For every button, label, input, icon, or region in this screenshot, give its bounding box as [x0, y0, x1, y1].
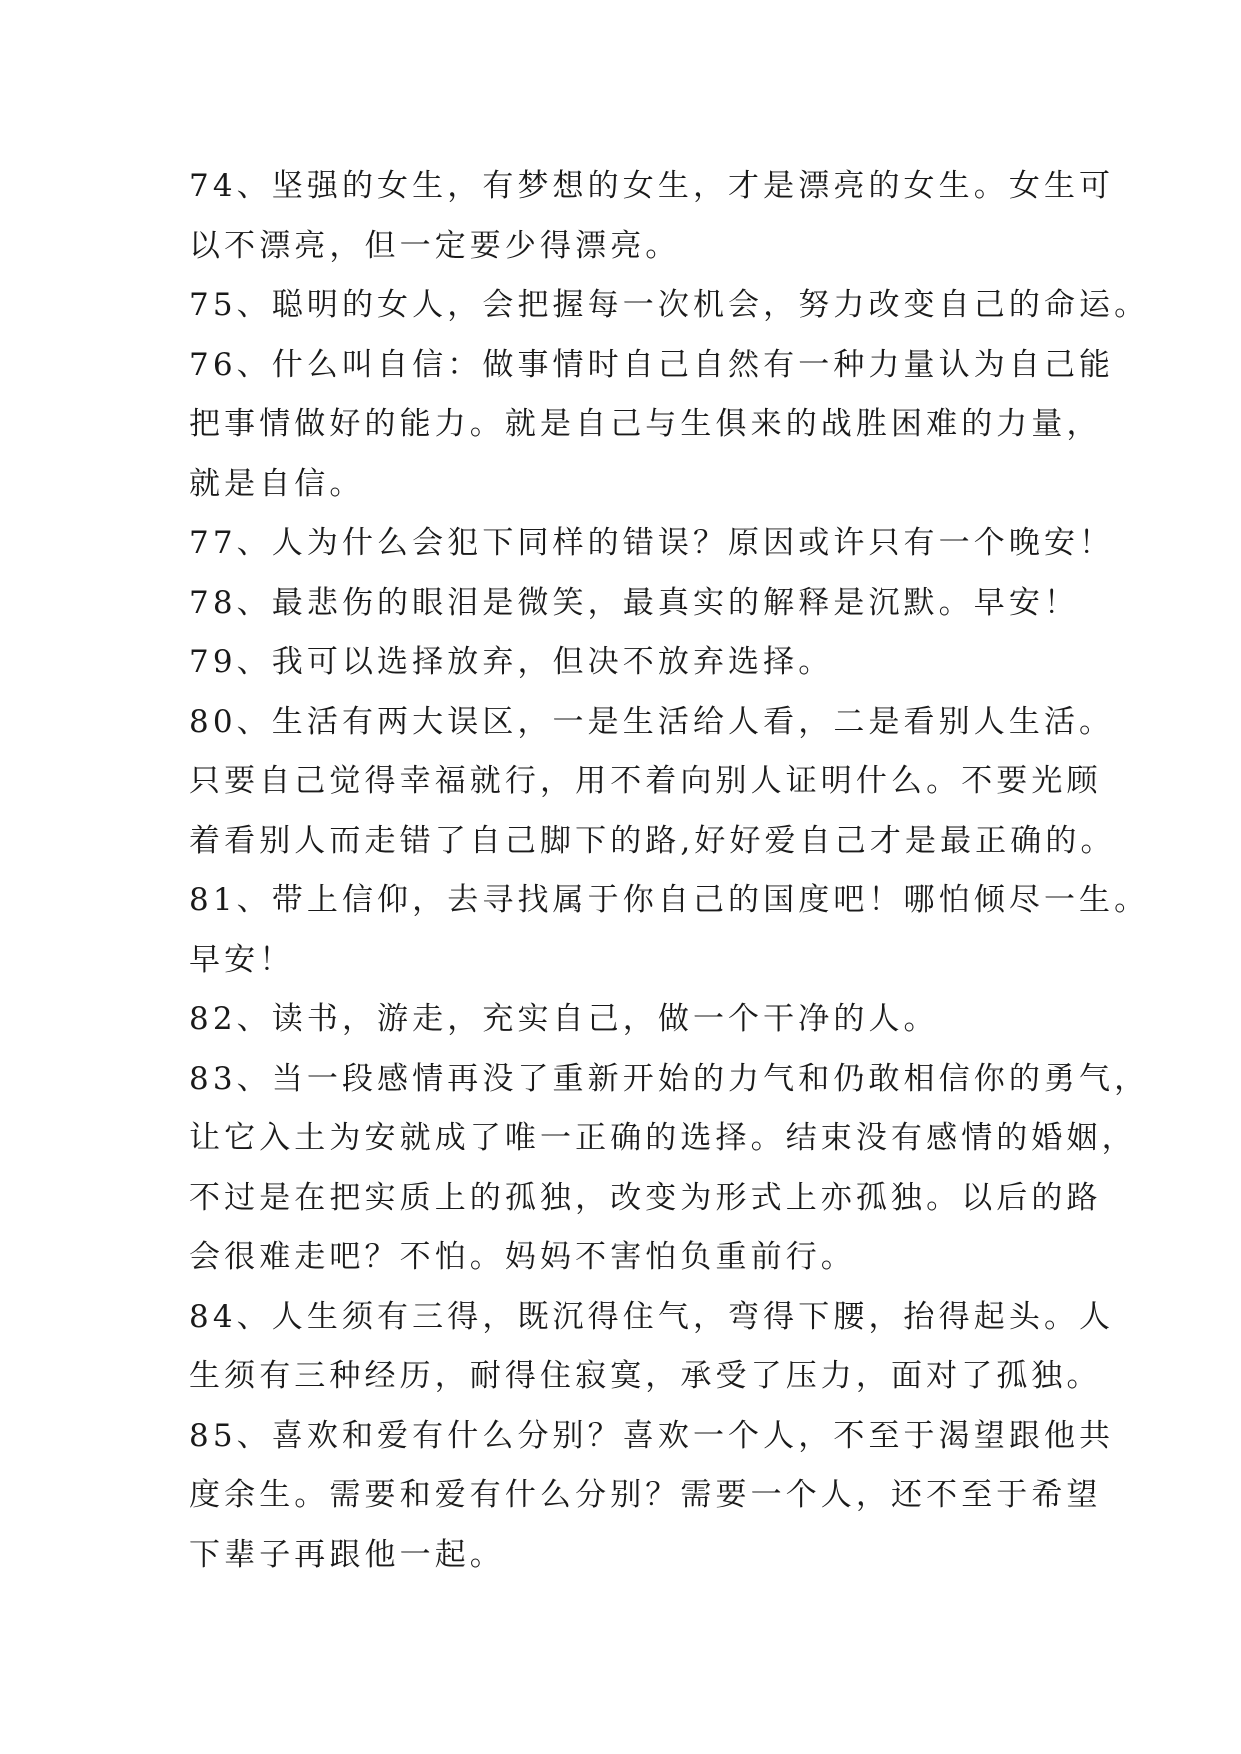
paragraph-84: [189, 1288, 1115, 1407]
paragraph-line: 以不漂亮，但一定要少得漂亮。: [189, 227, 681, 264]
paragraph-line: 79、我可以选择放弃，但决不放弃选择。: [189, 644, 834, 680]
paragraph-line: 76、什么叫自信：做事情时自己自然有一种力量认为自己能: [189, 346, 1115, 383]
paragraph-line: 只要自己觉得幸福就行，用不着向别人证明什么。不要光顾: [189, 763, 1102, 799]
paragraph-line: 85、喜欢和爱有什么分别？喜欢一个人，不至于渴望跟他共: [189, 1417, 1115, 1454]
paragraph-80: [189, 693, 1116, 872]
paragraph-75: [189, 276, 1150, 336]
paragraph-line: 下辈子再跟他一起。: [189, 1536, 505, 1573]
paragraph-line: 把事情做好的能力。就是自己与生俱来的战胜困难的力量，: [189, 406, 1102, 442]
paragraph-line: 81、带上信仰，去寻找属于你自己的国度吧！哪怕倾尽一生。: [189, 882, 1150, 918]
paragraph-line: 会很难走吧？不怕。妈妈不害怕负重前行。: [189, 1239, 856, 1275]
paragraph-81: [189, 871, 1150, 990]
paragraph-line: 就是自信。: [189, 465, 365, 502]
paragraph-line: 度余生。需要和爱有什么分别？需要一个人，还不至于希望: [189, 1477, 1102, 1513]
paragraph-line: 84、人生须有三得，既沉得住气，弯得下腰，抬得起头。人: [189, 1298, 1115, 1335]
paragraph-line: 不过是在把实质上的孤独，改变为形式上亦孤独。以后的路: [189, 1179, 1102, 1216]
paragraph-line: 78、最悲伤的眼泪是微笑，最真实的解释是沉默。早安！: [189, 584, 1080, 621]
paragraph-line: 83、当一段感情再没了重新开始的力气和仍敢相信你的勇气，: [189, 1060, 1150, 1097]
paragraph-82: [189, 990, 1089, 1050]
paragraph-85: [189, 1407, 1115, 1586]
paragraph-line: 生须有三种经历，耐得住寂寞，承受了压力，面对了孤独。: [189, 1358, 1102, 1394]
paragraph-line: 75、聪明的女人，会把握每一次机会，努力改变自己的命运。: [189, 287, 1150, 323]
paragraph-83: [189, 1050, 1150, 1288]
paragraph-line: 早安！: [189, 941, 295, 978]
paragraph-line: 74、坚强的女生，有梦想的女生，才是漂亮的女生。女生可: [189, 168, 1115, 204]
paragraph-76: [189, 336, 1115, 515]
paragraph-line: 让它入土为安就成了唯一正确的选择。结束没有感情的婚姻，: [189, 1120, 1137, 1156]
paragraph-line: 77、人为什么会犯下同样的错误？原因或许只有一个晚安！: [189, 525, 1115, 561]
paragraph-line: 82、读书，游走，充实自己，做一个干净的人。: [189, 1001, 939, 1037]
document-body: [189, 157, 1150, 1585]
paragraph-line: 80、生活有两大误区，一是生活给人看，二是看别人生活。: [189, 703, 1115, 740]
paragraph-77: [189, 514, 1115, 574]
paragraph-79: [189, 633, 1089, 693]
paragraph-74: [189, 157, 1115, 276]
paragraph-line: 着看别人而走错了自己脚下的路,好好爱自己才是最正确的。: [189, 822, 1116, 859]
paragraph-78: [189, 574, 1089, 634]
